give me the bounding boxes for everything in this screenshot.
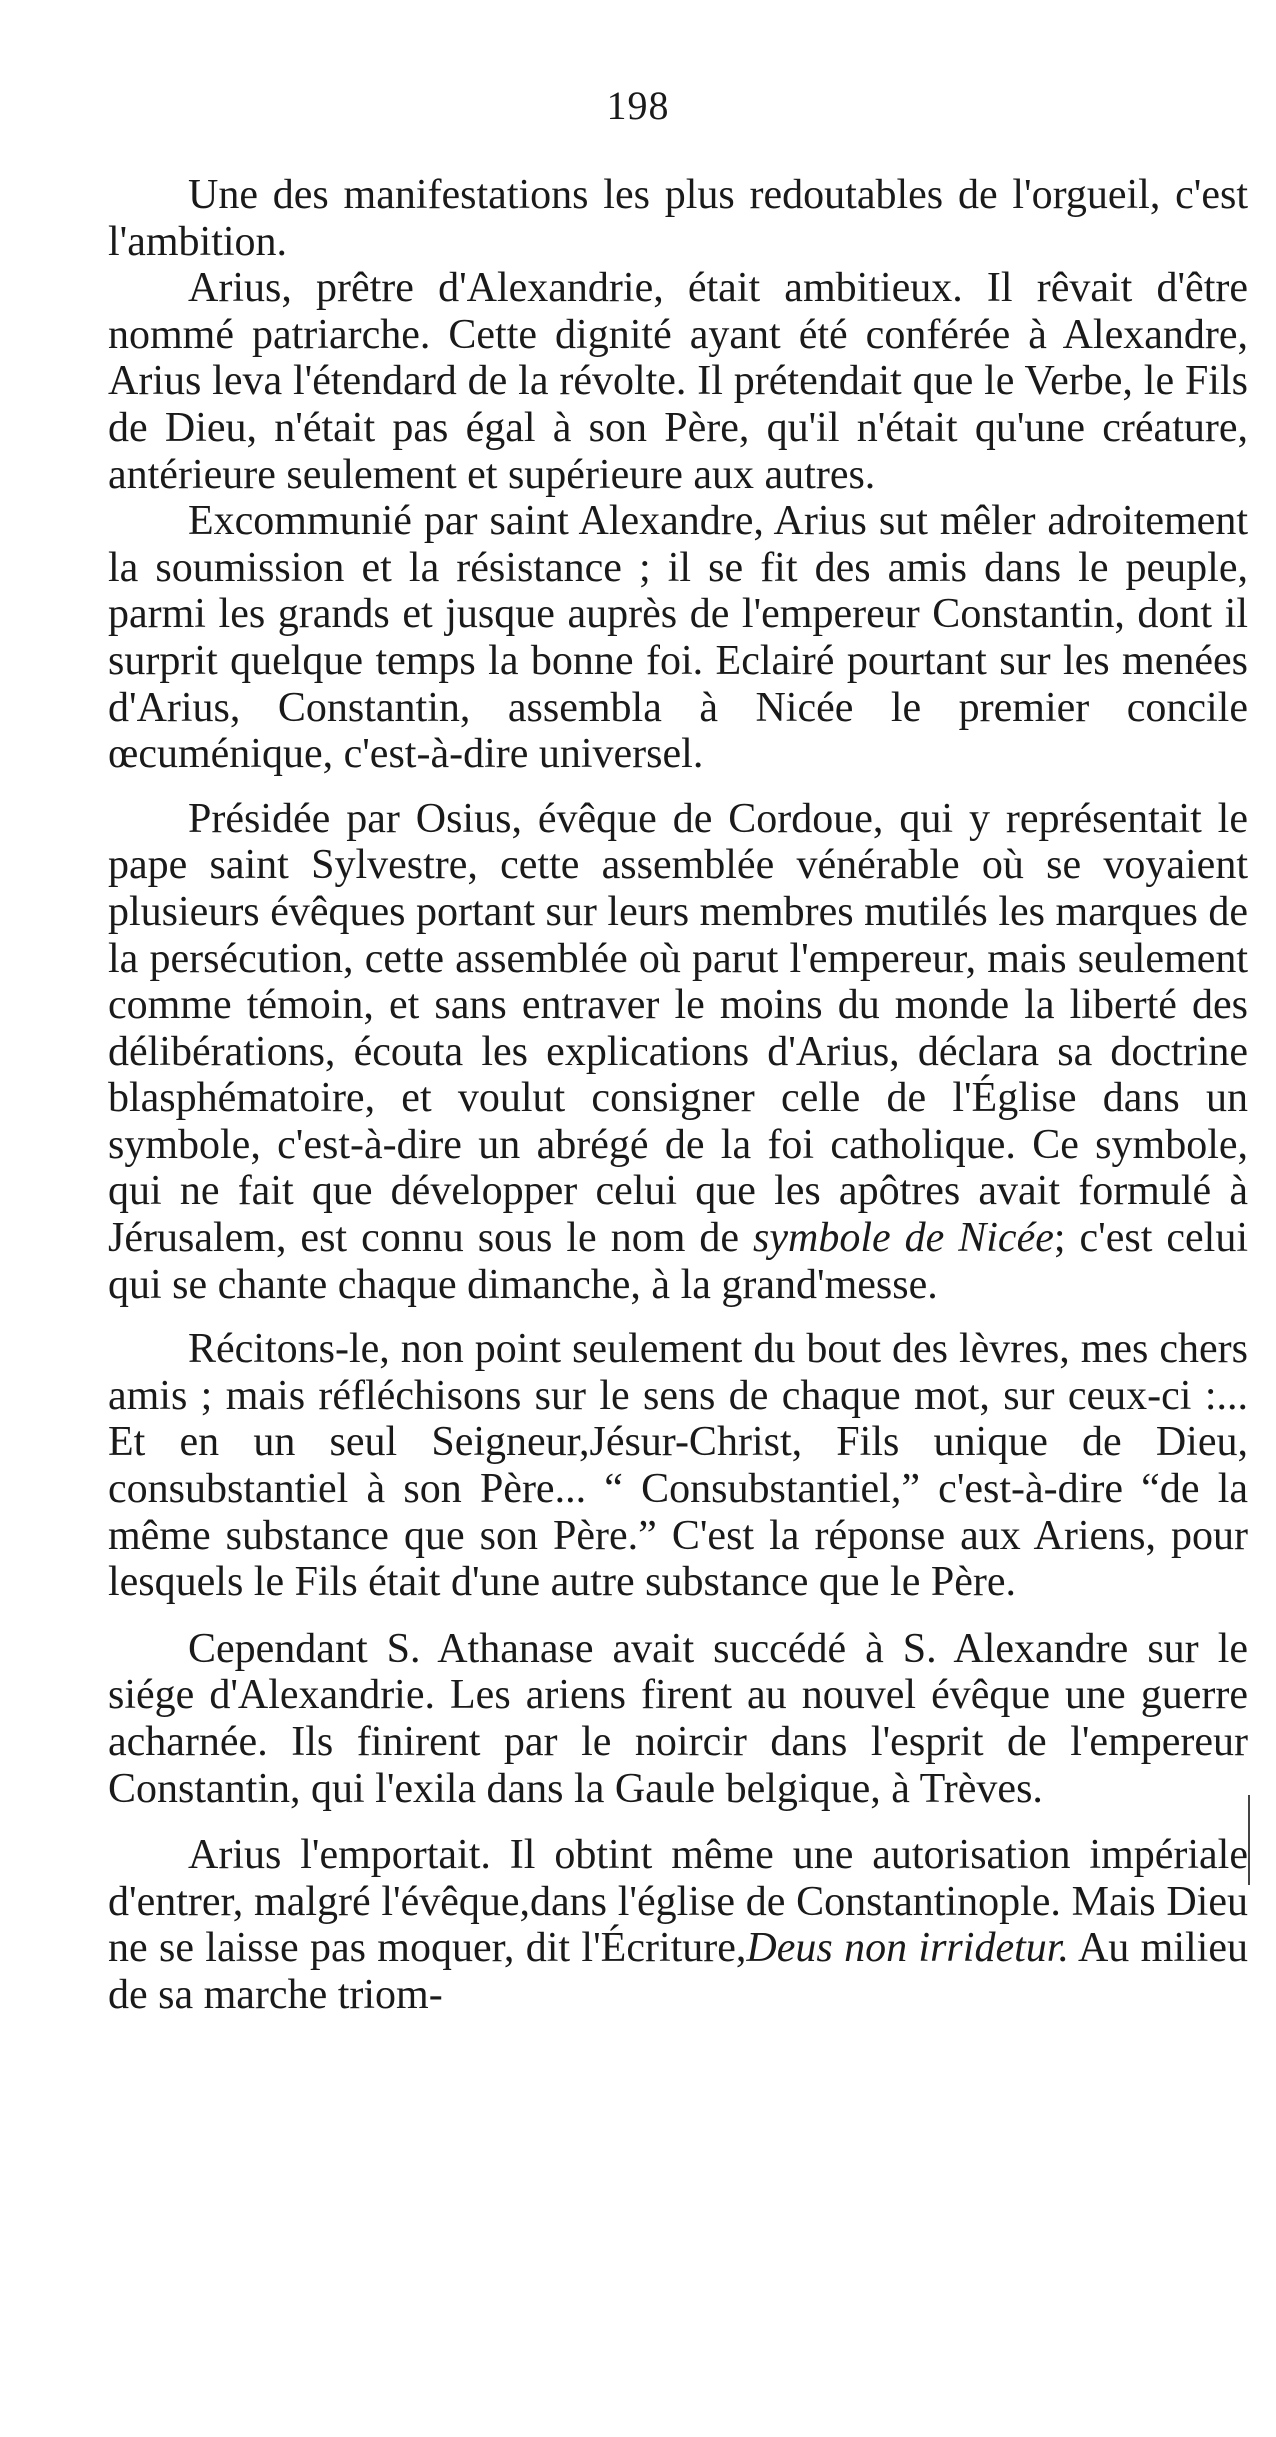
- body-text: [108, 172, 1248, 2019]
- paragraph-excommunication: Excommunié par saint Alexandre, Arius sut mêler adroitement la soumission et la résistance ; il se fit des amis dans le peuple, parmi les grands et jusque auprès de l'empereur Constantin, dont il surprit quelque temps la bonne foi. Eclairé pourtant sur les menées d'Arius, Constantin, assembla à Nicée le premier concile œcuménique, c'est-à-dire universel.: [108, 498, 1248, 778]
- paragraph-ambition: Une des manifestations les plus redoutables de l'orgueil, c'est l'ambition.: [108, 172, 1248, 265]
- paragraph-text: ; c'est celui qui se chante chaque dimanche, à la grand'messe.: [108, 1215, 1249, 1308]
- paragraph-text: Arius l'emportait. Il obtint même une autorisation impériale d'entrer, malgré l'évêque,dans l'église de Constantinople. Mais Dieu ne se laisse pas moquer, dit l'Écriture,: [108, 1832, 1248, 1972]
- paragraph-arius-ambition: Arius, prêtre d'Alexandrie, était ambitieux. Il rêvait d'être nommé patriarche. Cette dignité ayant été conférée à Alexandre, Arius leva l'étendard de la révolte. Il prétendait que le Verbe, le Fils de Dieu, n'était pas égal à son Père, qu'il n'était qu'une créature, antérieure seulement et supérieure aux autres.: [108, 265, 1248, 498]
- page-number: 198: [606, 83, 670, 128]
- italic-phrase: symbole de Nicée: [753, 1215, 1054, 1262]
- paragraph-text: Présidée par Osius, évêque de Cordoue, qui y représentait le pape saint Sylvestre, cette assemblée vénérable où se voyaient plusieurs évêques portant sur leurs membres mutilés les marques de la persécution, cette assemblée où parut l'empereur, mais seulement comme témoin, et sans entraver le moins du monde la liberté des délibérations, écouta les explications d'Arius, déclara sa doctrine blasphématoire, et voulut consigner celle de l'Église dans un symbole, c'est-à-dire un abrégé de la foi catholique. Ce symbole, qui ne fait que développer celui que les apôtres avait formulé à Jérusalem, est connu sous le nom de: [108, 795, 1248, 1262]
- paragraph-text: Au milieu de sa marche triom-: [108, 1925, 1248, 2018]
- margin-rule: [1248, 1795, 1250, 1885]
- italic-phrase: Deus non irridetur.: [746, 1925, 1069, 1972]
- paragraph-athanasius: Cependant S. Athanase avait succédé à S. Alexandre sur le siége d'Alexandrie. Les ariens firent au nouvel évêque une guerre acharnée. Ils finirent par le noircir dans l'esprit de l'empereur Constantin, qui l'exila dans la Gaule belgique, à Trèves.: [108, 1625, 1248, 1812]
- paragraph-council-of-nicaea: [108, 796, 1248, 1309]
- paragraph-consubstantial: Récitons-le, non point seulement du bout des lèvres, mes chers amis ; mais réfléchisons sur le sens de chaque mot, sur ceux-ci :... Et en un seul Seigneur,Jésur-Christ, Fils unique de Dieu, consubstantiel à son Père... “ Consubstantiel,” c'est-à-dire “de la même substance que son Père.” C'est la réponse aux Ariens, pour lesquels le Fils était d'une autre substance que le Père.: [108, 1326, 1248, 1606]
- paragraph-arius-triumph: [108, 1832, 1248, 2018]
